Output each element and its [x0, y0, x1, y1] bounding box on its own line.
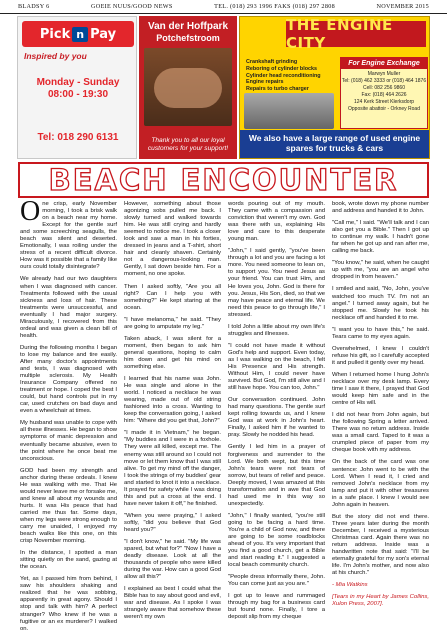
- paragraph: When I returned home I hung John's necklace over my desk lamp. Every time I saw it there, I prayed that God would keep him safe and in the centre of His will.: [332, 371, 429, 407]
- service-item: Cylinder head reconditioning: [246, 72, 321, 79]
- paragraph: But the story did not end there. Three years later during the month December, I received a mysterious Christmas card. Again there was no return address. Inside was a handwritten note that said: "I'll be eternally grateful for my son's eternal life. I'm John's mother, and now also at his church.": [332, 513, 429, 577]
- paper-name: GOEIE NUUS/GOOD NEWS: [91, 3, 173, 10]
- engine-services-list: [246, 59, 338, 93]
- engine-photo: [244, 93, 334, 129]
- paragraph: I got up to leave and rummaged through my bag for a business card but found none. Finally, I tore a deposit slip from my cheque: [228, 593, 325, 621]
- source-credit: [Tears in my Heart by James Collins, Xulon Press, 2007].: [332, 594, 429, 608]
- staff-photo: [144, 48, 232, 126]
- engine-city-logo: THE ENGINE CITY: [286, 21, 426, 47]
- author-signature: - Mia Watkins: [332, 582, 368, 589]
- engine-city-advert[interactable]: [239, 16, 430, 159]
- article-column-2: [124, 201, 221, 626]
- paragraph: Then I asked softly, "Are you all right? Can I help you with something?" He kept staring at the ocean.: [124, 283, 221, 311]
- paragraph: During the following months I began to lose my balance and tire easily. After many doctor's appointments and tests, I was diagnosed with multiple sclerosis. My Health Insurance Company offered no treatment or hope. I coped the best I could, but hand controls put in my car, used crutches on bad days and even a wheelchair at times.: [20, 344, 117, 415]
- paragraph: However, something about those agonizing sobs pulled me back. I slowly turned and walked towards him. He was still crying and hardly seemed to notice me. I took a closer look and saw a man in his forties, dressed in jeans and a T-shirt, short hair and cleanly shaven. Certainly not a dangerous-looking man. Gently, I sat down beside him. For a moment, no one spoke.: [124, 201, 221, 278]
- contact-line: Cell: 082 256 9860: [363, 85, 405, 91]
- paragraph: "I don't know," he said. "My life was spared, but what for?" "Now I have a deadly disease. Look at all the thousands of people who were killed during the war. How can a good God allow all this?": [124, 539, 221, 581]
- paragraph: "When you were praying," I asked softly, "did you believe that God heard you?": [124, 512, 221, 533]
- paragraph: In the distance, I spotted a man sitting quietly on the sand, gazing at the ocean.: [20, 550, 117, 571]
- contact-line: Tel: (018) 462 3333 or (018) 464 1876: [341, 78, 427, 84]
- paragraph: I learned that his name was John. He was single and alone in the world. I noticed a necklace he was wearing, made out of old string fashioned into a cross. Wanting to keep the conversation going, I asked him: "Where did you get that, John?": [124, 376, 221, 425]
- engine-spares-banner: We also have a large range of used engine spares for trucks & cars: [240, 130, 429, 158]
- issue-date: NOVEMBER 2015: [376, 3, 429, 10]
- paragraph: "John," I said gently, "you've been through a lot and you are facing a lot more. You need someone to lean on, to support you. You need Jesus as your friend. You can trust Him, and He loves you, John. God is there for you. Jesus, His Son, died, so that we may have peace and eternal life. We need this peace to go through life," I stressed.: [228, 248, 325, 318]
- paragraph: Yet, as I passed him from behind, I saw his shoulders shaking and realized that he was sobbing, apparently in great agony. Should I stop and talk with him? A perfect stranger? Who knew if he was a fugitive or an ex murderer? I walked on.: [20, 576, 117, 632]
- paragraph: "I could not have made it without God's help and support. Even today, as I was walking on the beach, I felt His Presence and His strength. Without Him, I could never have survived. But God, I'm still alive and I still have hope. You can too, John.": [228, 342, 325, 392]
- article-column-4: [332, 201, 429, 626]
- pick-n-pay-logo: [22, 21, 134, 47]
- logo-word-pick: Pick: [39, 26, 71, 42]
- contact-line: Fax: (018) 464 2626: [361, 92, 407, 98]
- paragraph: Taken aback, I was silent for a moment, then began to ask him general questions, hoping to calm him down and get his mind on something else.: [124, 335, 221, 370]
- article-body: [20, 196, 429, 632]
- paragraph: My husband was unable to cope with all these illnesses. He began to show symptoms of manic depression and eventually became abusive, even to the point where he once beat me unconscious.: [20, 420, 117, 462]
- paragraph: On the back of the card was one sentence: John went to be with the Lord. When I read it, I cried and removed John's necklace from my lamp and put it with other treasures in a safe place. I knew I would see John again in heaven.: [332, 459, 429, 508]
- pnp-slogan: Inspired by you: [24, 51, 87, 61]
- exchange-title: For Engine Exchange: [341, 58, 427, 69]
- service-item: Repairs to turbo charger: [246, 86, 309, 92]
- paragraph: "I have melanoma," he said. "They are going to amputate my leg.": [124, 316, 221, 330]
- paragraph: Overwhelmed, I knew I couldn't refuse his gift, so I carefully accepted it and pulled it gently over my head.: [332, 345, 429, 366]
- article-column-3: [228, 201, 325, 626]
- contact-line: Marwyn Muller: [367, 71, 401, 77]
- contact-info: TEL. (018) 293 1996 FAKS (018) 297 2808: [214, 3, 335, 10]
- pnp-telephone: Tel: 018 290 6131: [37, 132, 119, 143]
- paragraph: I did not hear from John again, but the following Spring a letter arrived. There was no return address. Inside was a small card. Taped to it was a crumpled piece of paper from my cheque book with my address.: [332, 412, 429, 454]
- page-number: BLADSY 6: [18, 3, 50, 10]
- hoff-thanks: Thank you to all our loyal customers for your support!: [147, 136, 229, 152]
- paragraph: Our conversation continued. John had many questions. The gentle surf kept rolling towards us, and I knew God was at work in John's heart. Finally, I asked him if he wanted to pray. Slowly he nodded his head.: [228, 397, 325, 439]
- article-column-1: [20, 196, 117, 632]
- paragraph: One crisp, early November morning, I took a brisk walk on a beach near my home. Except for the gentle surf and some screeching seagulls, the beach was silent and deserted. Emotionally, I was roiling under the stress of a recent difficult divorce. How was it possible that a family like ours could totally disintegrate?: [20, 196, 117, 271]
- engine-exchange-box: [340, 57, 428, 129]
- van-der-hoffpark-advert[interactable]: [139, 16, 237, 159]
- pnp-days: Monday - Sunday: [36, 77, 120, 88]
- paragraph: Gently I led him in a prayer of forgiveness and surrender to the Lord. We both wept, but this time John's tears were not tears of sorrow, but tears of relief and peace. Deeply moved, I was amazed at this transformation and in awe that God had used me in this way so unexpectedly.: [228, 444, 325, 507]
- pick-n-pay-advert[interactable]: [17, 16, 137, 159]
- paragraph: I explained as best I could what the Bible has to say about good and evil, war and disease. As I spoke I was strangely aware that somehow these weren't my own: [124, 586, 221, 621]
- hoff-subtitle: Potchefstroom: [156, 33, 220, 43]
- paragraph: "John," I finally wanted, "you're still going to be facing a hard time. You're a child of God now, and there are going to be some roadblocks ahead of you. It's very important that you find a good church, get a Bible and start reading it." I suggested a local beach community church.: [228, 512, 325, 569]
- hoff-title: Van der Hoffpark: [147, 21, 229, 32]
- contact-line: 124 Kerk Street Klerksdorp: [353, 99, 415, 105]
- logo-word-n: n: [72, 27, 88, 42]
- pnp-hours: 08:00 - 19:30: [47, 89, 109, 100]
- paragraph: "Call me," I said. "We'll talk and I can also get you a Bible." Then I got up to continue my walk. I hadn't gone far when he got up and ran after me, calling me back.: [332, 220, 429, 255]
- article-title: BEACH ENCOUNTER: [48, 163, 399, 197]
- service-item: Crankshaft grinding: [246, 59, 298, 65]
- service-item: Engine repairs: [246, 79, 284, 86]
- service-item: Reboring of cylinder blocks: [246, 65, 317, 72]
- paragraph: words pouring out of my mouth. They came with a compassion and conviction that weren't my own. God was there with us, explaining His love and care to this desperate young man.: [228, 201, 325, 243]
- paragraph: I smiled and said, "No, John, you've watched too much TV. I'm not an angel." I turned away again, but he stopped me. Slowly he took his necklace off and handed it to me.: [332, 286, 429, 321]
- contact-line: Opposite abattoir - Orkney Road: [348, 106, 420, 112]
- page-header: [0, 0, 447, 14]
- paragraph: "People dress informally there, John. You can come just as you are.": [228, 574, 325, 588]
- paragraph: "You know," he said, when he caught up with me, "you are an angel who dropped in from heaven.": [332, 260, 429, 281]
- advert-strip: [17, 16, 430, 159]
- paragraph: I told John a little about my own life's struggles and illnesses.: [228, 323, 325, 337]
- paragraph: We already had our two daughters when I was diagnosed with cancer. Treatments followed with the usual sickness and loss of hair. These treatments were unsuccessful, and eventually I had major surgery. Miraculously, I recovered from this ordeal and was given a clean bill of health.: [20, 276, 117, 339]
- paragraph: "I made it in Vietnam," he began. "My buddies and I were in a foxhole. They were all killed, except me. The enemy was still around so I could not move or let them know that I was still alive. To get my mind off the danger, I took the strings of my buddies' gear and started to knot it into a necklace. It prayed for safety while I was doing this and put a cross at the end. I have never taken it off," he finished.: [124, 430, 221, 507]
- paragraph: "I want you to have this," he said. Tears came to my eyes again.: [332, 326, 429, 340]
- article-title-box: [18, 162, 429, 198]
- paragraph: book, wrote down my phone number and address and handed it to John.: [332, 201, 429, 215]
- paragraph: GOD had been my strength and anchor during these ordeals. I knew He was walking with me. That He would never leave me or forsake me, and knew all about my wounds and hurts. It was His peace that had carried me thus far. Some days, when my legs were strong enough to carry me unaided, I enjoyed my beach walks like this one, on this crisp November morning.: [20, 467, 117, 545]
- logo-word-pay: Pay: [90, 26, 117, 42]
